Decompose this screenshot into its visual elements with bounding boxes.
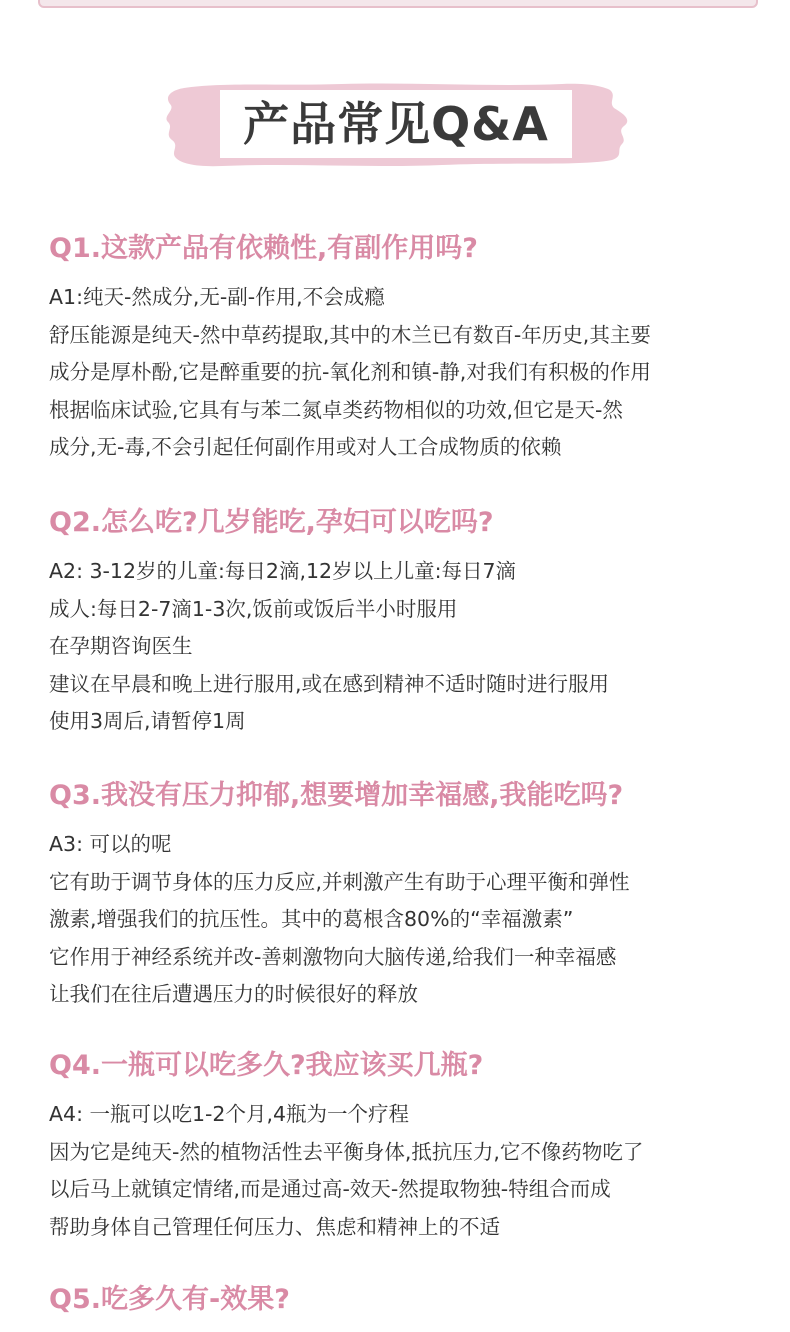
page-title: 产品常见Q&A	[243, 97, 549, 151]
answer-line: 它有助于调节身体的压力反应,并刺激产生有助于心理平衡和弹性	[49, 869, 630, 894]
faq-question: Q4.一瓶可以吃多久?我应该买几瓶?	[49, 1050, 484, 1081]
faq-question: Q1.这款产品有依赖性,有副作用吗?	[49, 233, 478, 264]
faq-item-3	[49, 778, 759, 1014]
faq-question: Q2.怎么吃?几岁能吃,孕妇可以吃吗?	[49, 507, 494, 538]
faq-question: Q3.我没有压力抑郁,想要增加幸福感,我能吃吗?	[49, 780, 624, 811]
faq-answer	[49, 279, 759, 467]
answer-line: 在孕期咨询医生	[49, 634, 193, 658]
answer-line: A4: 一瓶可以吃1-2个月,4瓶为一个疗程	[49, 1102, 410, 1126]
answer-line: 因为它是纯天-然的植物活性去平衡身体,抵抗压力,它不像药物吃了	[49, 1139, 644, 1164]
answer-line: 成人:每日2-7滴1-3次,饭前或饭后半小时服用	[49, 596, 458, 621]
answer-line: 建议在早晨和晚上进行服用,或在感到精神不适时随时进行服用	[49, 671, 610, 696]
answer-line: 以后马上就镇定情绪,而是通过高-效天-然提取物独-特组合而成	[49, 1177, 611, 1201]
answer-line: 成分是厚朴酚,它是醉重要的抗-氧化剂和镇-静,对我们有积极的作用	[49, 360, 651, 384]
answer-line: A2: 3-12岁的儿童:每日2滴,12岁以上儿童:每日7滴	[49, 559, 517, 583]
faq-answer	[49, 553, 759, 741]
answer-line: 帮助身体自己管理任何压力、焦虑和精神上的不适	[49, 1214, 500, 1239]
faq-question: Q5.吃多久有-效果?	[49, 1284, 290, 1315]
faq-item-2	[49, 505, 759, 741]
answer-line: 让我们在往后遭遇压力的时候很好的释放	[49, 982, 418, 1006]
answer-line: 根据临床试验,它具有与苯二氮卓类药物相似的功效,但它是天-然	[49, 397, 623, 422]
faq-answer	[49, 826, 759, 1014]
section-banner	[162, 80, 630, 168]
top-image-edge	[38, 0, 758, 8]
faq-item-4	[49, 1048, 759, 1246]
answer-line: 使用3周后,请暂停1周	[49, 709, 246, 733]
faq-item-5	[49, 1282, 759, 1318]
answer-line: 成分,无-毒,不会引起任何副作用或对人工合成物质的依赖	[49, 435, 562, 459]
faq-answer	[49, 1096, 759, 1246]
answer-line: 舒压能源是纯天-然中草药提取,其中的木兰已有数百-年历史,其主要	[49, 322, 651, 347]
answer-line: A1:纯天-然成分,无-副-作用,不会成瘾	[49, 285, 385, 309]
faq-item-1	[49, 231, 759, 467]
answer-line: 它作用于神经系统并改-善刺激物向大脑传递,给我们一种幸福感	[49, 944, 617, 969]
answer-line: A3: 可以的呢	[49, 832, 172, 856]
answer-line: 激素,增强我们的抗压性。其中的葛根含80%的“幸福激素”	[49, 907, 574, 931]
